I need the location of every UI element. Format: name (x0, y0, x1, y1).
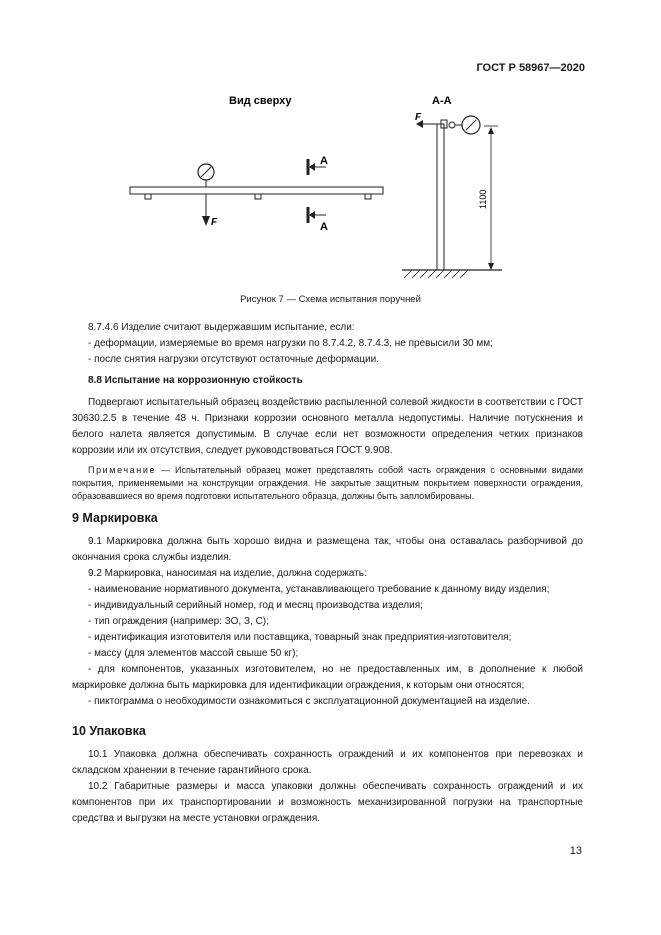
section-10 (72, 723, 583, 827)
figure-caption: Рисунок 7 — Схема испытания поручней (240, 294, 421, 305)
list-item: - для компонентов, указанных изготовителем, но не предоставленных им, в дополнение к любой маркировке должна быть маркировка для идентификации ограждения, к которым они относятся; (72, 664, 583, 691)
document-code: ГОСТ Р 58967—2020 (476, 62, 585, 74)
label-section: А-А (432, 95, 452, 107)
label-cut-a2: А (320, 221, 328, 233)
support-left (145, 194, 151, 199)
list-item: - деформации, измеряемые во время нагрузки по 8.7.4.2, 8.7.4.3, не превысили 30 мм; (88, 338, 493, 349)
clause-lead: 8.7.4.6 Изделие считают выдержавшим испытание, если: (88, 322, 355, 333)
paragraph: 9.2 Маркировка, наносимая на изделие, должна содержать: (88, 568, 367, 579)
gauge-side-needle (466, 120, 476, 130)
dimension-value: 1100 (478, 189, 488, 209)
note-text: — Испытательный образец может представлять собой часть ограждения с основными видами покрытия, применяемыми на конструкции ограждения. Не закрытые защитным покрытием поверхности ограждения, образовавшиеся во время подготовки испытательного образца, должны быть запломбированы. (72, 465, 583, 501)
label-cut-a1: А (320, 155, 328, 167)
handrail-beam (130, 187, 383, 194)
dim-arrow-top (488, 127, 494, 134)
dim-arrow-bottom (488, 263, 494, 270)
list-item: - пиктограмма о необходимости ознакомиться с эксплуатационной документацией на изделие. (88, 696, 530, 707)
list-item: - тип ограждения (например: ЗО, З, С); (88, 616, 269, 627)
paragraph: 10.2 Габаритные размеры и масса упаковки должны обеспечивать сохранность ограждений и их компонентов при их транспортировании и возможность механизированной погрузки на транспортные средства и выгрузки на месте установки ограждения. (72, 781, 583, 824)
label-top-view: Вид сверху (229, 95, 292, 107)
section-8-8 (72, 373, 583, 503)
list-item: - индивидуальный серийный номер, год и месяц производства изделия; (88, 600, 423, 611)
section-9 (72, 510, 583, 710)
post-section (437, 124, 444, 270)
section-8-7-4-6 (72, 320, 583, 368)
gauge-needle (201, 167, 211, 177)
list-item: - массу (для элементов массой свыше 50 кг); (88, 648, 299, 659)
paragraph: Подвергают испытательный образец воздействию распыленной солевой жидкости в соответствии с ГОСТ 30630.2.5 в течение 48 ч. Признаки коррозии основного металла недопустимы. Наличие потускнения и белого налета является допустимым. В случае если нет возможности определения четких признаков коррозии или их отсутствия, следует руководствоваться ГОСТ 9.908. (72, 397, 583, 456)
force-arrow-head (202, 216, 210, 226)
cut-arrow-upper-head (309, 163, 315, 171)
list-item: - идентификация изготовителя или поставщика, товарный знак предприятия-изготовителя; (88, 632, 512, 643)
gauge-pivot (449, 122, 455, 128)
label-force-top: F (211, 217, 218, 228)
note-word: Примечание (88, 465, 157, 475)
list-item: - после снятия нагрузки отсутствуют остаточные деформации. (88, 354, 379, 365)
section-title: 10 Упаковка (72, 724, 146, 738)
page-number: 13 (569, 845, 582, 857)
section-title: 9 Маркировка (72, 511, 158, 525)
support-middle (255, 194, 261, 199)
note (72, 464, 583, 503)
label-force-side: F (415, 112, 422, 123)
ground-hatch (404, 270, 468, 278)
cut-arrow-lower-head (309, 211, 315, 219)
test-scheme-figure (0, 0, 661, 300)
paragraph: 10.1 Упаковка должна обеспечивать сохранность ограждений и их компонентов при перевозках и складском хранении в течение гарантийного срока. (72, 749, 583, 776)
paragraph: 9.1 Маркировка должна быть хорошо видна и размещена так, чтобы она оставалась разборчивой до окончания срока службы изделия. (72, 536, 583, 563)
support-right (365, 194, 371, 199)
section-title: 8.8 Испытание на коррозионную стойкость (88, 375, 303, 386)
list-item: - наименование нормативного документа, устанавливающего требование к данному виду изделия; (88, 584, 550, 595)
